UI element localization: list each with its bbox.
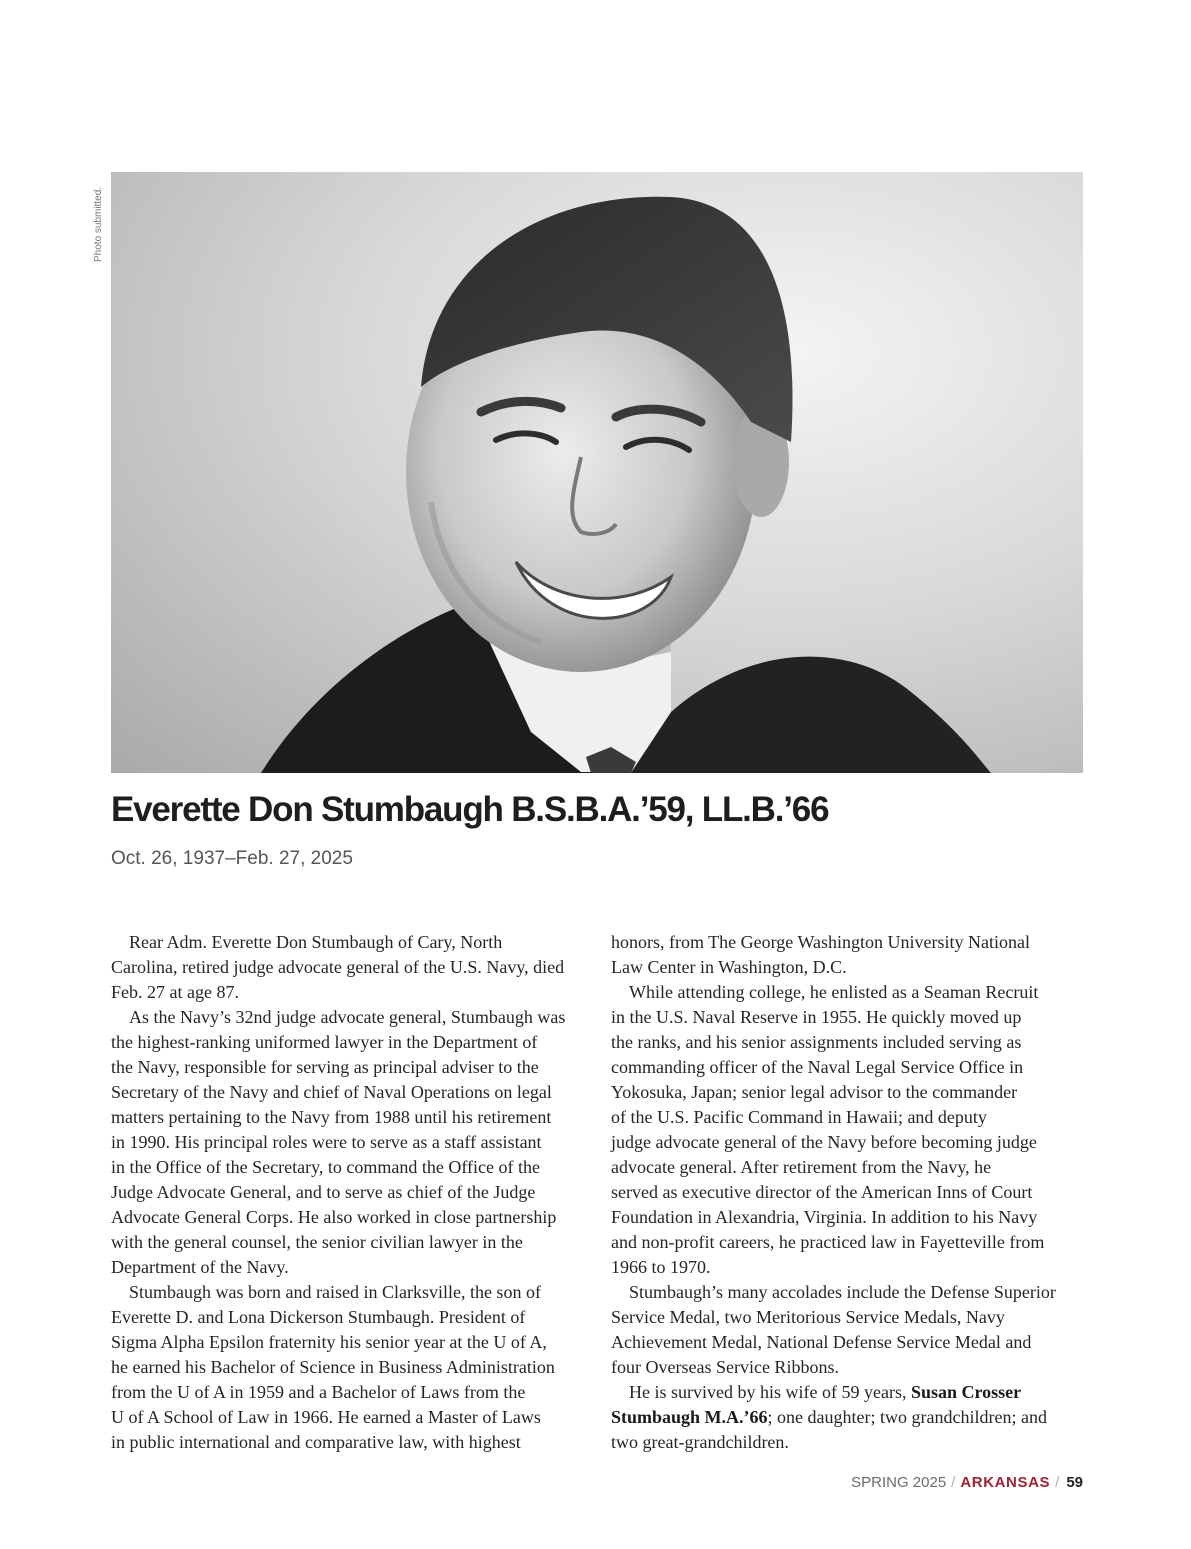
body-line: Achievement Medal, National Defense Service Medal and — [611, 1332, 1032, 1352]
body-line: served as executive director of the American Inns of Court — [611, 1182, 1033, 1202]
obituary-name-heading: Everette Don Stumbaugh B.S.B.A.’59, LL.B.’66 — [111, 790, 829, 829]
magazine-name: ARKANSAS — [960, 1474, 1051, 1491]
body-line: with the general counsel, the senior civilian lawyer in the — [111, 1232, 523, 1252]
footer-separator: / — [1055, 1474, 1060, 1491]
footer-separator: / — [951, 1474, 956, 1491]
body-line: Sigma Alpha Epsilon fraternity his senior year at the U of A, — [111, 1332, 547, 1352]
body-line: honors, from The George Washington University National — [611, 932, 1030, 952]
body-line: 1966 to 1970. — [611, 1257, 711, 1277]
body-line: in 1990. His principal roles were to serve as a staff assistant — [111, 1132, 542, 1152]
body-line: in the Office of the Secretary, to command the Office of the — [111, 1157, 541, 1177]
body-line: in the U.S. Naval Reserve in 1955. He quickly moved up — [611, 1007, 1022, 1027]
body-line: Law Center in Washington, D.C. — [611, 957, 847, 977]
body-line: Service Medal, two Meritorious Service Medals, Navy — [611, 1307, 1005, 1327]
body-line: Department of the Navy. — [111, 1257, 289, 1277]
page-footer — [700, 1474, 1083, 1491]
issue-season: SPRING 2025 — [851, 1474, 947, 1491]
body-line: Stumbaugh was born and raised in Clarksville, the son of — [129, 1282, 541, 1302]
body-line: Stumbaugh’s many accolades include the Defense Superior — [629, 1282, 1056, 1302]
body-line: from the U of A in 1959 and a Bachelor of Laws from the — [111, 1382, 526, 1402]
body-line: and non-profit careers, he practiced law in Fayetteville from — [611, 1232, 1045, 1252]
survivor-name: Susan Crosser — [910, 1382, 1022, 1402]
body-line: Feb. 27 at age 87. — [111, 982, 239, 1002]
body-line: Advocate General Corps. He also worked in close partnership — [111, 1207, 557, 1227]
body-line: the highest-ranking uniformed lawyer in the Department of — [111, 1032, 538, 1052]
body-line: the Navy, responsible for serving as principal adviser to the — [111, 1057, 539, 1077]
body-column-left — [111, 930, 581, 1455]
body-line: U of A School of Law in 1966. He earned a Master of Laws — [111, 1407, 541, 1427]
body-line: Carolina, retired judge advocate general of the U.S. Navy, died — [111, 957, 565, 977]
body-line: of the U.S. Pacific Command in Hawaii; and deputy — [611, 1107, 987, 1127]
life-dates: Oct. 26, 1937–Feb. 27, 2025 — [111, 848, 353, 869]
page-number: 59 — [1066, 1474, 1083, 1491]
body-line: Everette D. and Lona Dickerson Stumbaugh. President of — [111, 1307, 526, 1327]
body-line: Foundation in Alexandria, Virginia. In addition to his Navy — [611, 1207, 1038, 1227]
survivor-degree: Stumbaugh M.A.’66 — [611, 1407, 768, 1427]
body-line: four Overseas Service Ribbons. — [611, 1357, 839, 1377]
body-line: two great-grandchildren. — [611, 1432, 789, 1452]
body-text: ; one daughter; two grandchildren; and — [767, 1407, 1047, 1427]
body-line: judge advocate general of the Navy before becoming judge — [611, 1132, 1037, 1152]
body-line: Judge Advocate General, and to serve as chief of the Judge — [111, 1182, 536, 1202]
body-line: commanding officer of the Naval Legal Service Office in — [611, 1057, 1024, 1077]
body-line: Secretary of the Navy and chief of Naval Operations on legal — [111, 1082, 552, 1102]
body-line: Yokosuka, Japan; senior legal advisor to the commander — [611, 1082, 1018, 1102]
body-text: He is survived by his wife of 59 years, — [629, 1382, 911, 1402]
body-line: matters pertaining to the Navy from 1988 until his retirement — [111, 1107, 552, 1127]
body-line — [611, 1405, 1086, 1430]
portrait-photo — [111, 172, 1083, 773]
body-line: in public international and comparative law, with highest — [111, 1432, 521, 1452]
body-line: Rear Adm. Everette Don Stumbaugh of Cary, North — [129, 932, 503, 952]
photo-credit: Photo submitted. — [93, 186, 104, 262]
body-line: the ranks, and his senior assignments included serving as — [611, 1032, 1022, 1052]
body-line: While attending college, he enlisted as a Seaman Recruit — [629, 982, 1039, 1002]
body-line: As the Navy’s 32nd judge advocate general, Stumbaugh was — [129, 1007, 566, 1027]
body-line — [611, 1380, 1086, 1405]
body-line: advocate general. After retirement from the Navy, he — [611, 1157, 992, 1177]
body-column-right — [611, 930, 1086, 1455]
body-line: he earned his Bachelor of Science in Business Administration — [111, 1357, 555, 1377]
